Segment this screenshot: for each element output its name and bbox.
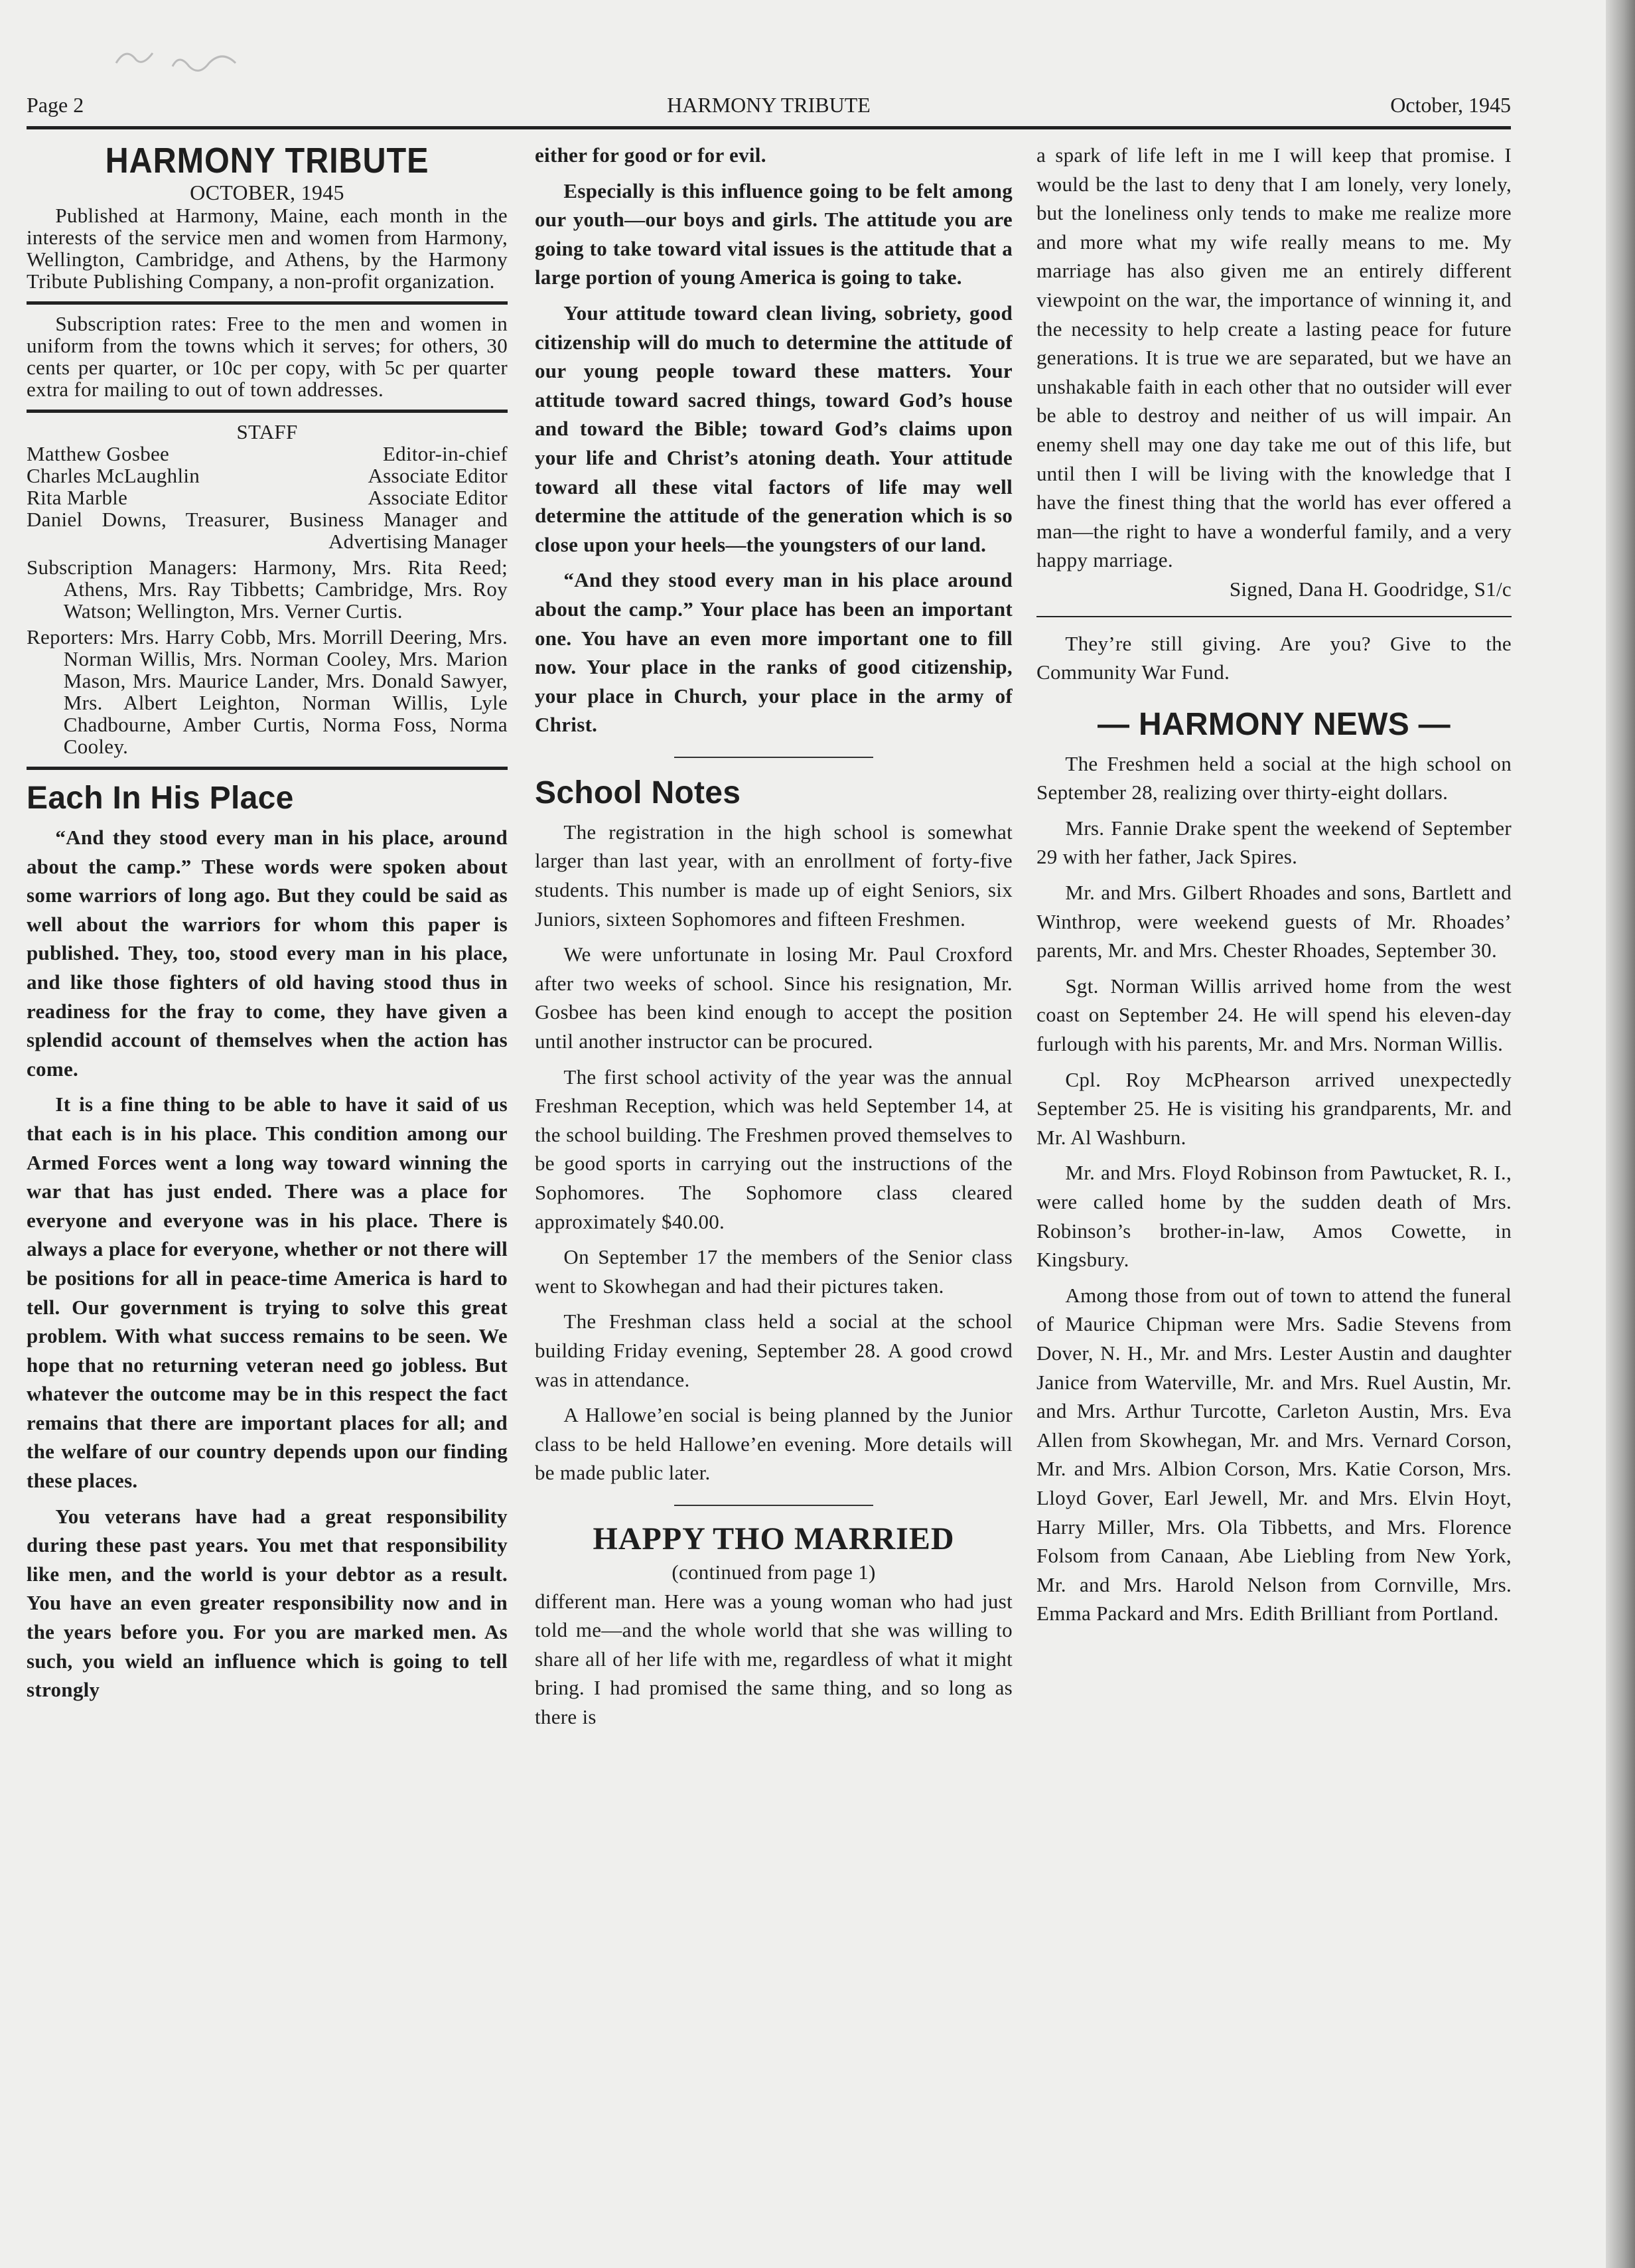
news-item: The Freshmen held a social at the high school on September 28, realizing over thirty-eight dollars. (1036, 751, 1512, 804)
school-note: The Freshman class held a social at the school building Friday evening, September 28. A good crowd was in attendance. (535, 1310, 1013, 1391)
pencil-scribble (113, 37, 285, 76)
news-item: Mr. and Mrs. Floyd Robinson from Pawtucket, R. I., were called home by the sudden death of Mrs. Robinson’s brother-in-law, Amos Cowette, in Kingsbury. (1036, 1161, 1512, 1272)
school-notes-body (535, 818, 1013, 1487)
staff-role: Associate Editor (368, 464, 508, 487)
editorial-paragraph: either for good or for evil. (535, 143, 766, 167)
column-1 (27, 141, 508, 1704)
staff-role: Associate Editor (368, 486, 508, 509)
divider (674, 1505, 873, 1506)
staff-row (27, 465, 508, 487)
harmony-news-body (1036, 749, 1512, 1628)
reporters: Reporters: Mrs. Harry Cobb, Mrs. Morrill Deering, Mrs. Norman Willis, Mrs. Norman Cooley, Mrs. Marion Mason, Mrs. Maurice Lander, Mrs. Donald Sawyer, Mrs. Albert Leighton, Norman Willis, Lyle Chadbourne, Amber Curtis, Norma Foss, Norma Cooley. (27, 625, 508, 758)
subscription-rates: Subscription rates: Free to the men and women in uniform from the towns which it serves; for others, 30 cents per quarter, or 10c per copy, with 5c per quarter extra for mailing to out of town addresses. (27, 312, 508, 401)
running-header (27, 93, 1511, 122)
staff-role: Editor-in-chief (382, 442, 508, 465)
continued-note: (continued from page 1) (672, 1560, 876, 1584)
staff-list (27, 443, 508, 508)
editorial-paragraph: You veterans have had a great responsibility during these past years. You met that responsibility like men, and the world is your debtor as a result. You have an even greater responsibility now and in the years before you. For you are marked men. As such, you wield an influence which is going to tell strongly (27, 1504, 508, 1702)
married-text-continued: a spark of life left in me I will keep that promise. I would be the last to deny that I am lonely, very lonely, but the loneliness only tends to make me realize more and more what my wife really means to me. My marriage has also given me an entirely different viewpoint on the war, the importance of winning it, and the necessity to help create a lasting peace for future generations. It is true we are separated, but we have an unshakable faith in each other that no outsider will ever be able to destroy and neither of us will impair. An enemy shell may one day take me out of this life, but until then I will be living with the knowledge that I have the finest thing that the world has ever offered a man—the right to have a wonderful family, and a very happy marriage. (1036, 143, 1512, 572)
war-fund-notice: They’re still giving. Are you? Give to the Community War Fund. (1036, 631, 1512, 684)
married-title: HAPPY THO MARRIED (593, 1521, 955, 1556)
editorial-paragraph: Especially is this influence going to be felt among our youth—our boys and girls. The attitude you are going to take toward vital issues is the attitude that a large portion of young America is going to take. (535, 179, 1013, 289)
editorial-body (27, 823, 508, 1704)
news-item: Mrs. Fannie Drake spent the weekend of September 29 with her father, Jack Spires. (1036, 816, 1512, 869)
news-item: Sgt. Norman Willis arrived home from the west coast on September 24. He will spend his eleven-day furlough with his parents, Mr. and Mrs. Norman Willis. (1036, 974, 1512, 1056)
school-note: A Hallowe’en social is being planned by the Junior class to be held Hallowe’en evening. More details will be made public later. (535, 1403, 1013, 1485)
school-notes-title: School Notes (535, 775, 741, 810)
masthead-date: OCTOBER, 1945 (190, 181, 344, 204)
editorial-paragraph: “And they stood every man in his place around about the camp.” Your place has been an important one. You have an even more important one to fill now. Your place in the ranks of good citizenship, your place in Church, your place in the army of Christ. (535, 568, 1013, 737)
harmony-news-title: — HARMONY NEWS — (1098, 706, 1451, 742)
staff-row (27, 487, 508, 508)
school-note: The registration in the high school is somewhat larger than last year, with an enrollment of forty-five students. This number is made up of eight Seniors, six Juniors, sixteen Sophomores and fifteen Freshmen. (535, 820, 1013, 931)
divider (27, 767, 508, 770)
divider (27, 301, 508, 305)
divider (1036, 616, 1512, 617)
header-rule (27, 126, 1511, 129)
news-item: Cpl. Roy McPhearson arrived unexpectedly September 25. He is visiting his grandparents, Mr. and Mr. Al Washburn. (1036, 1067, 1512, 1149)
married-text: different man. Here was a young woman who had just told me—and the whole world that she was willing to share all of her life with me, regardless of what it might bring. I had promised the same thing, and so long as there is (535, 1589, 1013, 1728)
column-3 (1036, 141, 1512, 1628)
school-note: On September 17 the members of the Senior class went to Skowhegan and had their pictures taken. (535, 1245, 1013, 1298)
editorial-paragraph: It is a fine thing to be able to have it said of us that each is in his place. This condition among our Armed Forces went a long way toward winning the war that has just ended. There was a place for everyone and everyone was in his place. There is always a place for everyone, whether or not there will be positions for all in peace-time America is hard to tell. Our government is trying to solve this great problem. With what success remains to be seen. We hope that no returning veteran need go jobless. But whatever the outcome may be in this respect the fact remains that there are important places for all; and the welfare of our country depends upon our finding these places. (27, 1093, 508, 1493)
issue-date: October, 1945 (1390, 93, 1511, 117)
editorial-paragraph: Your attitude toward clean living, sobriety, good citizenship will do much to determine the attitude of our young people toward these matters. Your attitude toward sacred things, toward God’s house and toward the Bible; toward God’s claims upon your life and Christ’s atoning death. Your attitude toward all these vital factors of life may well determine the attitude of the generation which is so close upon your heels—the youngsters of our land. (535, 301, 1013, 556)
school-note: We were unfortunate in losing Mr. Paul Croxford after two weeks of school. Since his resignation, Mr. Gosbee has been kind enough to accept the position until another instructor can be procured. (535, 943, 1013, 1053)
page-number: Page 2 (27, 93, 84, 117)
editorial-title: Each In His Place (27, 781, 294, 816)
publication-info: Published at Harmony, Maine, each month in the interests of the service men and women from Harmony, Wellington, Cambridge, and Athens, by the Harmony Tribute Publishing Company, a non-profit organization. (27, 204, 508, 293)
divider (27, 410, 508, 413)
news-item: Mr. and Mrs. Gilbert Rhoades and sons, Bartlett and Winthrop, were weekend guests of Mr. Rhoades’ parents, Mr. and Mrs. Chester Rhoades, September 30. (1036, 881, 1512, 962)
signature: Signed, Dana H. Goodridge, S1/c (1229, 577, 1512, 601)
staff-heading: STAFF (236, 420, 298, 443)
editorial-continued (535, 141, 1013, 739)
staff-name: Matthew Gosbee (27, 442, 170, 465)
staff-name: Charles McLaughlin (27, 464, 200, 487)
news-item: Among those from out of town to attend the funeral of Maurice Chipman were Mrs. Sadie Stevens from Dover, N. H., Mr. and Mrs. Lester Austin and daughter Janice from Waterville, Mr. and Mrs. Ruel Austin, Mr. and Mrs. Arthur Turcotte, Carleton Austin, Mrs. Eva Allen from Skowhegan, Mr. and Mrs. Vernard Corson, Mr. and Mrs. Albion Corson, Mrs. Katie Corson, Mrs. Lloyd Gover, Earl Jewell, Mr. and Mrs. Elvin Hoyt, Harry Miller, Mrs. Ola Tibbetts, and Mrs. Florence Folsom from Canaan, Abe Liebling from New York, Mr. and Mrs. Harold Nelson from Cornville, Mrs. Emma Packard and Mrs. Edith Brilliant from Portland. (1036, 1283, 1512, 1625)
column-2 (535, 141, 1013, 1732)
school-note: The first school activity of the year was the annual Freshman Reception, which was held September 14, at the school building. The Freshmen proved themselves to be good sports in carrying out the instructions of the Sophomores. The Sophomore class cleared approximately $40.00. (535, 1065, 1013, 1233)
business-manager: Daniel Downs, Treasurer, Business Manager and Advertising Manager (27, 508, 508, 553)
editorial-paragraph: “And they stood every man in his place, around about the camp.” These words were spoken about some warriors of long ago. But they could be said as well about the warriors for whom this paper is published. They, too, stood every man in his place, and like those fighters of old having stood thus in readiness for the fray to come, they have given a splendid account of themselves when the action has come. (27, 826, 508, 1081)
masthead-title: HARMONY TRIBUTE (105, 141, 429, 181)
newspaper-name: HARMONY TRIBUTE (667, 93, 871, 117)
subscription-managers: Subscription Managers: Harmony, Mrs. Rita Reed; Athens, Mrs. Ray Tibbetts; Cambridge, Mrs. Roy Watson; Wellington, Mrs. Verner Curtis. (27, 556, 508, 623)
staff-row (27, 443, 508, 465)
staff-name: Rita Marble (27, 486, 128, 509)
divider (674, 757, 873, 758)
page-edge-shadow (1606, 0, 1635, 2268)
